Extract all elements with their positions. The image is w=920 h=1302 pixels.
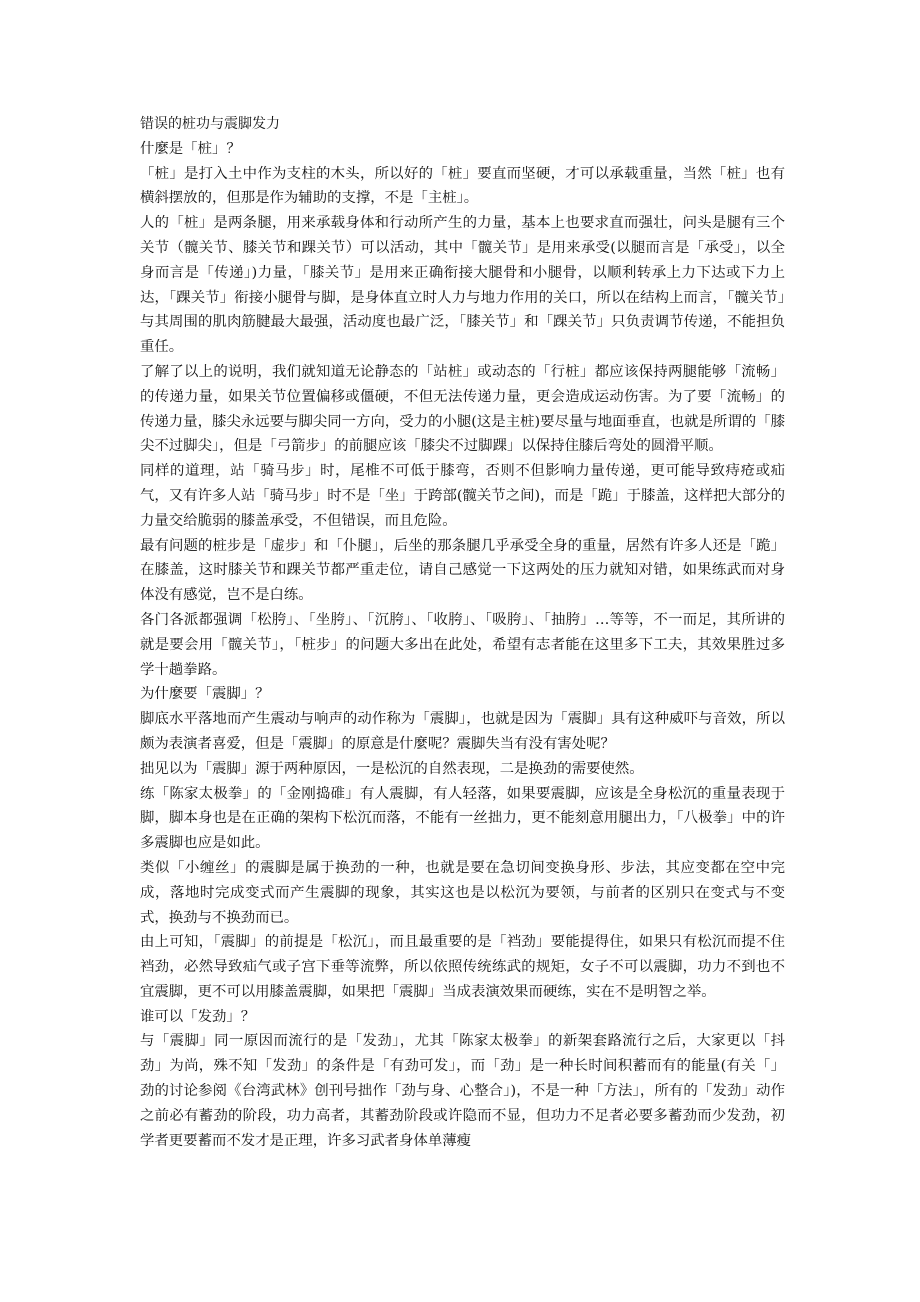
body-paragraph: 各门各派都强调「松胯」、「坐胯」、「沉胯」、「收胯」、「吸胯」、「抽胯」…等等，不一而足，其所讲的就是要会用「髋关节」，「桩步」的问题大多出在此处，希望有志者能在这里多下工夫，其效果胜过多学十趟拳路。 xyxy=(140,611,785,678)
document-title: 错误的桩功与震脚发力 xyxy=(140,116,280,132)
body-paragraph: 脚底水平落地而产生震动与响声的动作称为「震脚」，也就是因为「震脚」具有这种威吓与音效，所以颇为表演者喜爱，但是「震脚」的原意是什麼呢？震脚失当有没有害处呢？ xyxy=(140,711,785,752)
body-paragraph: 类似「小缠丝」的震脚是属于换劲的一种，也就是要在急切间变换身形、步法，其应变都在空中完成，落地时完成变式而产生震脚的现象，其实这也是以松沉为要领，与前者的区别只在变式与不变式，换劲与不换劲而已。 xyxy=(140,859,785,926)
section-heading: 谁可以「发劲」？ xyxy=(140,1008,256,1025)
body-paragraph: 人的「桩」是两条腿，用来承载身体和行动所产生的力量，基本上也要求直而强壮，问头是腿有三个关节（髋关节、膝关节和踝关节）可以活动，其中「髋关节」是用来承受(以腿而言是「承受」，以全身而言是「传递」)力量，「膝关节」是用来正确衔接大腿骨和小腿骨，以顺利转承上力下达或下力上达，「踝关节」衔接小腿骨与脚，是身体直立时人力与地力作用的关口，所以在结构上而言，「髋关节」与其周围的肌肉筋腱最大最强，活动度也最广泛，「膝关节」和「踝关节」只负责调节传递，不能担负重任。 xyxy=(140,215,785,356)
body-paragraph: 练「陈家太极拳」的「金刚捣碓」有人震脚，有人轻落，如果要震脚，应该是全身松沉的重量表现于脚，脚本身也是在正确的架构下松沉而落，不能有一丝拙力，更不能刻意用腿出力，「八极拳」中的许多震脚也应是如此。 xyxy=(140,785,785,852)
body-paragraph: 同样的道理，站「骑马步」时，尾椎不可低于膝弯，否则不但影响力量传递，更可能导致痔疮或疝气，又有许多人站「骑马步」时不是「坐」于跨部(髋关节之间)，而是「跪」于膝盖，这样把大部分的力量交给脆弱的膝盖承受，不但错误，而且危险。 xyxy=(140,463,785,529)
section-heading: 什麼是「桩」？ xyxy=(140,140,241,157)
body-paragraph: 最有问题的桩步是「虚步」和「仆腿」，后坐的那条腿几乎承受全身的重量，居然有许多人还是「跪」在膝盖，这时膝关节和踝关节都严重走位，请自己感觉一下这两处的压力就知对错，如果练武而对身体没有感觉，岂不是白练。 xyxy=(140,537,785,604)
body-paragraph: 「桩」是打入土中作为支柱的木头，所以好的「桩」要直而坚硬，才可以承载重量，当然「桩」也有横斜摆放的，但那是作为辅助的支撑，不是「主桩」。 xyxy=(140,165,785,207)
body-paragraph: 由上可知，「震脚」的前提是「松沉」，而且最重要的是「裆劲」要能提得住，如果只有松沉而提不住裆劲，必然导致疝气或子宫下垂等流弊，所以依照传统练武的规矩，女子不可以震脚，功力不到也不宜震脚，更不可以用膝盖震脚，如果把「震脚」当成表演效果而硬练，实在不是明智之举。 xyxy=(140,934,785,1000)
body-paragraph: 与「震脚」同一原因而流行的是「发劲」，尤其「陈家太极拳」的新架套路流行之后，大家更以「抖劲」为尚，殊不知「发劲」的条件是「有劲可发」，而「劲」是一种长时间积蓄而有的能量(有关「」劲的讨论参阅《台湾武林》创刊号拙作「劲与身、心整合」)，不是一种「方法」，所有的「发劲」动作之前必有蓄劲的阶段，功力高者，其蓄劲阶段或许隐而不显，但功力不足者必要多蓄劲而少发劲，初学者更要蓄而不发才是正理，许多习武者身体单薄瘦 xyxy=(140,1033,785,1149)
section-heading: 为什麼要「震脚」？ xyxy=(140,686,270,703)
body-paragraph: 了解了以上的说明，我们就知道无论静态的「站桩」或动态的「行桩」都应该保持两腿能够「流畅」的传递力量，如果关节位置偏移或僵硬，不但无法传递力量，更会造成运动伤害。为了要「流畅」的传递力量，膝尖永远要与脚尖同一方向，受力的小腿(这是主桩)要尽量与地面垂直，也就是所谓的「膝尖不过脚尖」，但是「弓箭步」的前腿应该「膝尖不过脚踝」以保持住膝后弯处的圆滑平顺。 xyxy=(140,363,785,455)
body-paragraph: 拙见以为「震脚」源于两种原因，一是松沉的自然表现，二是换劲的需要使然。 xyxy=(140,760,644,777)
document-body xyxy=(140,112,785,1153)
